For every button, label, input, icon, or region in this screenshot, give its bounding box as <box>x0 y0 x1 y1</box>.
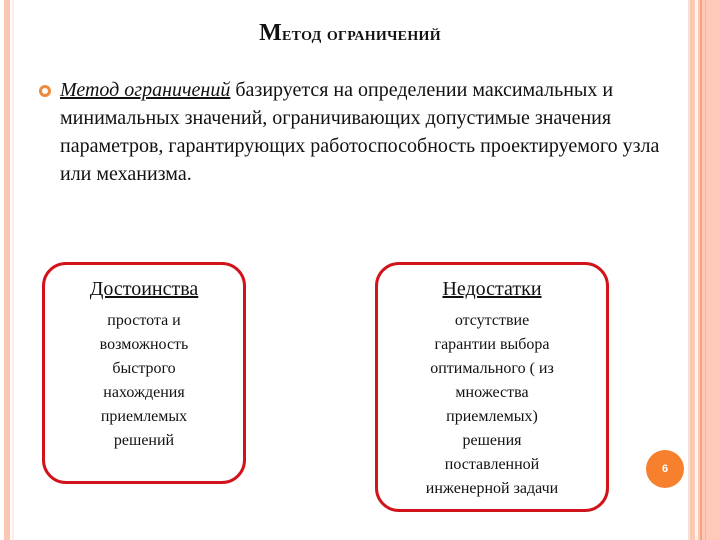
right-decorative-line <box>695 0 698 540</box>
title-initial: М <box>259 20 283 46</box>
left-decorative-line <box>12 0 14 540</box>
advantages-box <box>42 262 246 484</box>
ring-bullet-icon <box>39 85 51 97</box>
disadvantages-line: приемлемых) <box>446 408 538 425</box>
disadvantages-line: инженерной задачи <box>425 480 559 497</box>
disadvantages-line: оптимального ( из <box>430 360 554 377</box>
advantages-line: быстрого <box>112 360 176 377</box>
advantages-line: приемлемых <box>100 408 188 425</box>
bullet-paragraph <box>60 76 680 188</box>
title-rest: етод ограничений <box>282 23 441 45</box>
advantages-line: решений <box>113 432 175 449</box>
advantages-heading: Достоинства <box>89 278 199 300</box>
advantages-line: возможность <box>99 336 189 353</box>
slide-title <box>0 20 690 47</box>
left-decorative-stripe <box>4 0 10 540</box>
right-decorative-line <box>688 0 690 540</box>
advantages-line: простота и <box>107 312 181 329</box>
disadvantages-line: множества <box>455 384 529 401</box>
disadvantages-box <box>375 262 609 512</box>
right-decorative-border <box>688 0 720 540</box>
page-number-badge: 6 <box>646 450 684 488</box>
right-decorative-line <box>700 0 702 540</box>
disadvantages-line: поставленной <box>444 456 540 473</box>
right-decorative-line <box>705 0 706 540</box>
paragraph-lead-term: Метод ограничений <box>60 79 231 101</box>
disadvantages-text <box>378 309 606 501</box>
right-decorative-line <box>691 0 692 540</box>
paragraph-text: базируется на определении максимальных и минимальных значений, ограничивающих допустимые значения параметров, гарантирующих работоспособность проектируемого узла или механизма. <box>60 79 660 185</box>
disadvantages-line: гарантии выбора <box>434 336 550 353</box>
advantages-text <box>45 309 243 453</box>
disadvantages-heading: Недостатки <box>442 278 542 300</box>
disadvantages-line: решения <box>462 432 522 449</box>
disadvantages-line: отсутствие <box>454 312 530 329</box>
advantages-line: нахождения <box>103 384 185 401</box>
